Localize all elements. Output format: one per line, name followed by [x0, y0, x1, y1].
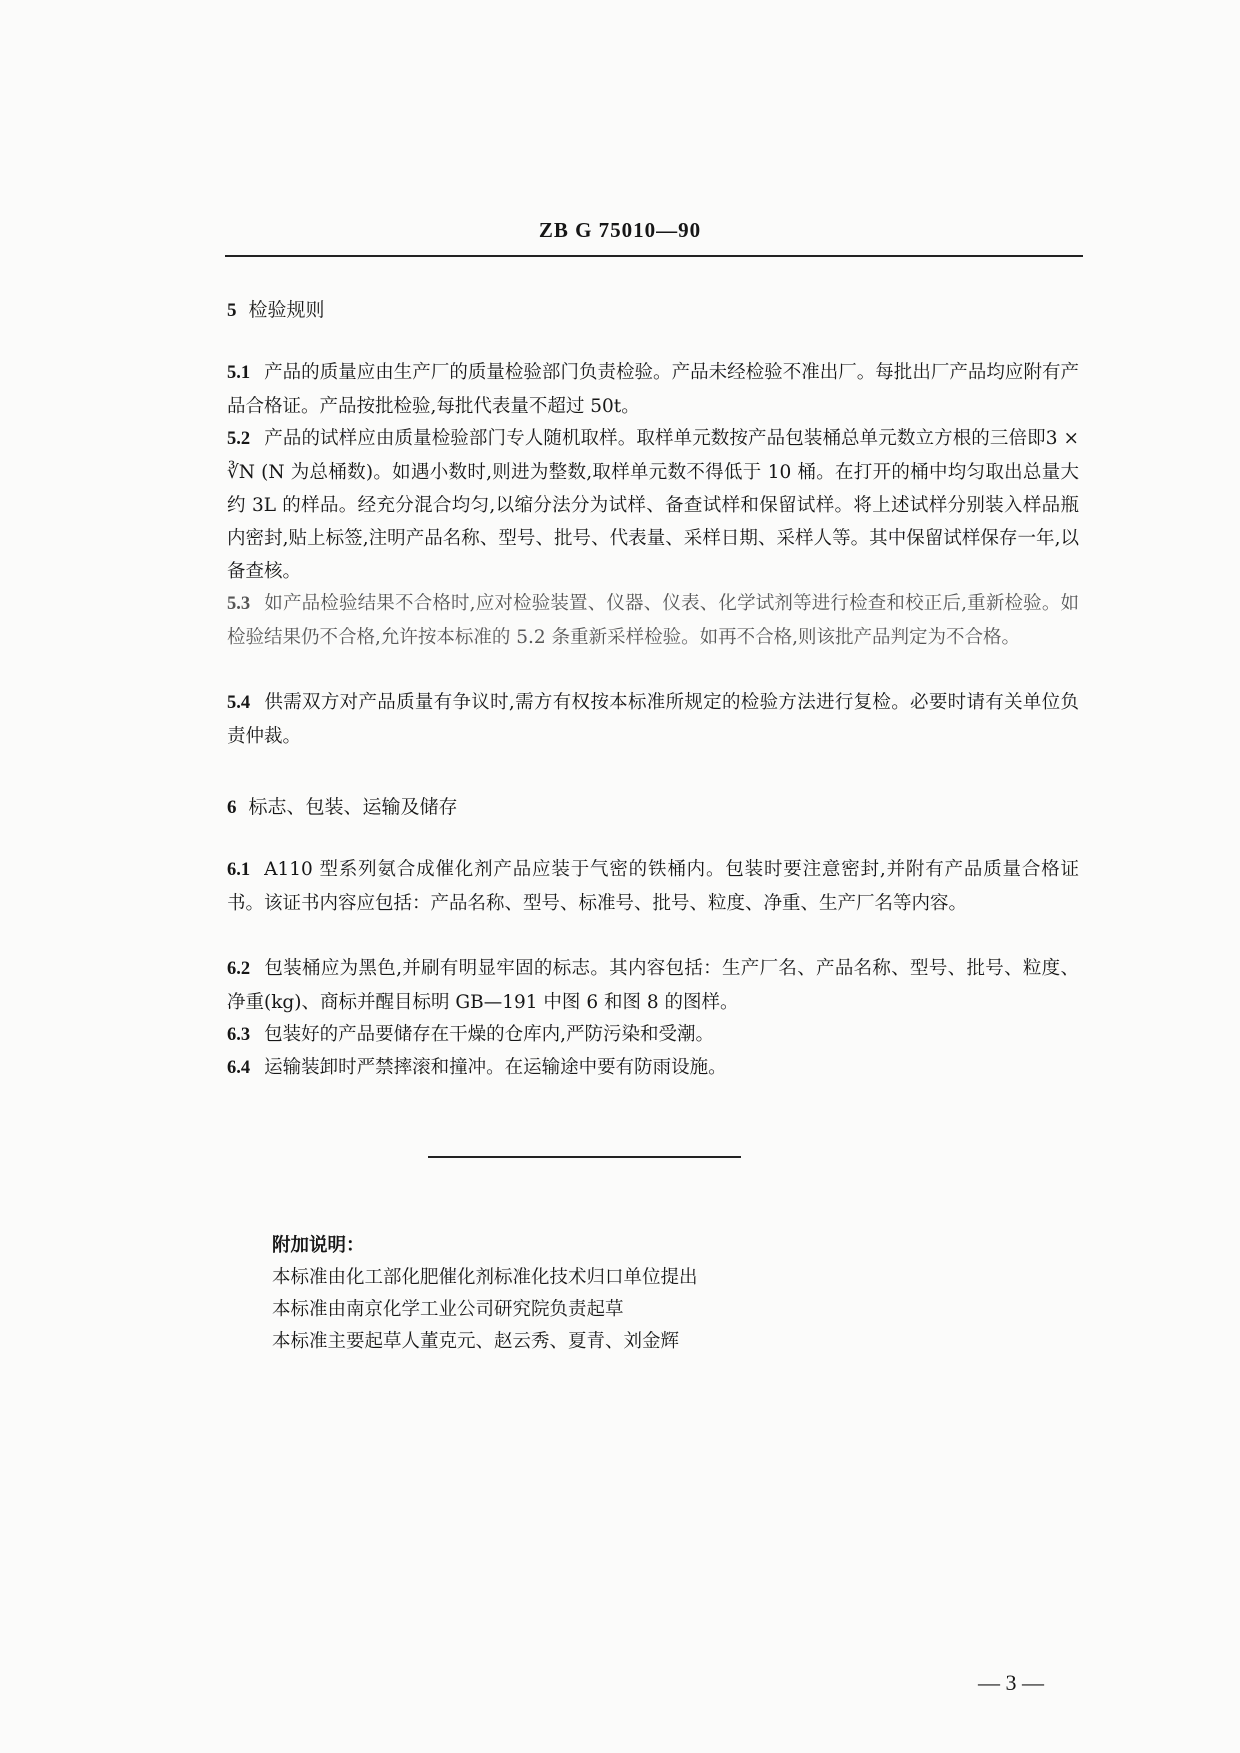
paragraph-5-4 — [227, 686, 1079, 753]
end-of-text-divider — [428, 1156, 741, 1158]
notes-title: 附加说明： — [272, 1235, 365, 1256]
paragraph-6-3 — [227, 1018, 1079, 1052]
notes-line: 本标准由南京化学工业公司研究院负责起草 — [272, 1299, 624, 1320]
paragraph-text: 运输装卸时严禁摔滚和撞冲。在运输途中要有防雨设施。 — [264, 1057, 727, 1078]
paragraph-text: 产品的试样应由质量检验部门专人随机取样。取样单元数按产品包装桶总单元数立方根的三倍即3 × ∛N (N 为总桶数)。如遇小数时,则进为整数,取样单元数不得低于 10 桶。在打开的桶中均匀取出总量大约 3L 的样品。经充分混合均匀,以缩分法分为试样、备查试样和保留试样。将上述试样分别装入样品瓶内密封,贴上标签,注明产品名称、型号、批号、代表量、采样日期、采样人等。其中保留试样保存一年,以备查核。 — [227, 428, 1079, 582]
header-divider — [225, 255, 1083, 257]
paragraph-text: 如产品检验结果不合格时,应对检验装置、仪器、仪表、化学试剂等进行检查和校正后,重新检验。如检验结果仍不合格,允许按本标准的 5.2 条重新采样检验。如再不合格,则该批产品判定为不合格。 — [227, 593, 1079, 648]
additional-notes — [272, 1230, 698, 1358]
notes-line: 本标准由化工部化肥催化剂标准化技术归口单位提出 — [272, 1267, 698, 1288]
paragraph-text: 产品的质量应由生产厂的质量检验部门负责检验。产品未经检验不准出厂。每批出厂产品均应附有产品合格证。产品按批检验,每批代表量不超过 50t。 — [227, 362, 1079, 417]
paragraph-5-3 — [227, 587, 1079, 654]
section-6-heading — [227, 795, 458, 820]
section-5-number: 5 — [227, 300, 237, 321]
paragraph-number: 6.3 — [227, 1025, 251, 1045]
standard-code-header: ZB G 75010—90 — [538, 218, 702, 242]
section-6-title: 标志、包装、运输及储存 — [248, 796, 458, 818]
paragraph-5-1 — [227, 356, 1079, 423]
paragraph-6-1 — [227, 853, 1079, 920]
paragraph-number: 6.2 — [227, 959, 251, 979]
paragraph-text: 包装好的产品要储存在干燥的仓库内,严防污染和受潮。 — [264, 1024, 715, 1045]
notes-line: 本标准主要起草人董克元、赵云秀、夏青、刘金辉 — [272, 1331, 680, 1352]
paragraph-6-2 — [227, 952, 1079, 1019]
paragraph-number: 5.2 — [227, 429, 251, 449]
page-number: — 3 — — [978, 1670, 1044, 1695]
paragraph-text: 供需双方对产品质量有争议时,需方有权按本标准所规定的检验方法进行复检。必要时请有关单位负责仲裁。 — [227, 692, 1079, 747]
paragraph-number: 5.3 — [227, 594, 251, 614]
paragraph-number: 6.1 — [227, 860, 251, 880]
paragraph-number: 5.4 — [227, 693, 251, 713]
paragraph-5-2 — [227, 422, 1079, 588]
paragraph-number: 5.1 — [227, 363, 251, 383]
paragraph-6-4 — [227, 1051, 1079, 1085]
paragraph-text: A110 型系列氨合成催化剂产品应装于气密的铁桶内。包装时要注意密封,并附有产品质量合格证书。该证书内容应包括：产品名称、型号、标准号、批号、粒度、净重、生产厂名等内容。 — [227, 859, 1079, 914]
section-6-number: 6 — [227, 797, 237, 818]
paragraph-number: 6.4 — [227, 1058, 251, 1078]
section-5-title: 检验规则 — [248, 299, 325, 321]
section-5-heading — [227, 298, 325, 323]
paragraph-text: 包装桶应为黑色,并刷有明显牢固的标志。其内容包括：生产厂名、产品名称、型号、批号、粒度、净重(kg)、商标并醒目标明 GB—191 中图 6 和图 8 的图样。 — [227, 958, 1079, 1013]
